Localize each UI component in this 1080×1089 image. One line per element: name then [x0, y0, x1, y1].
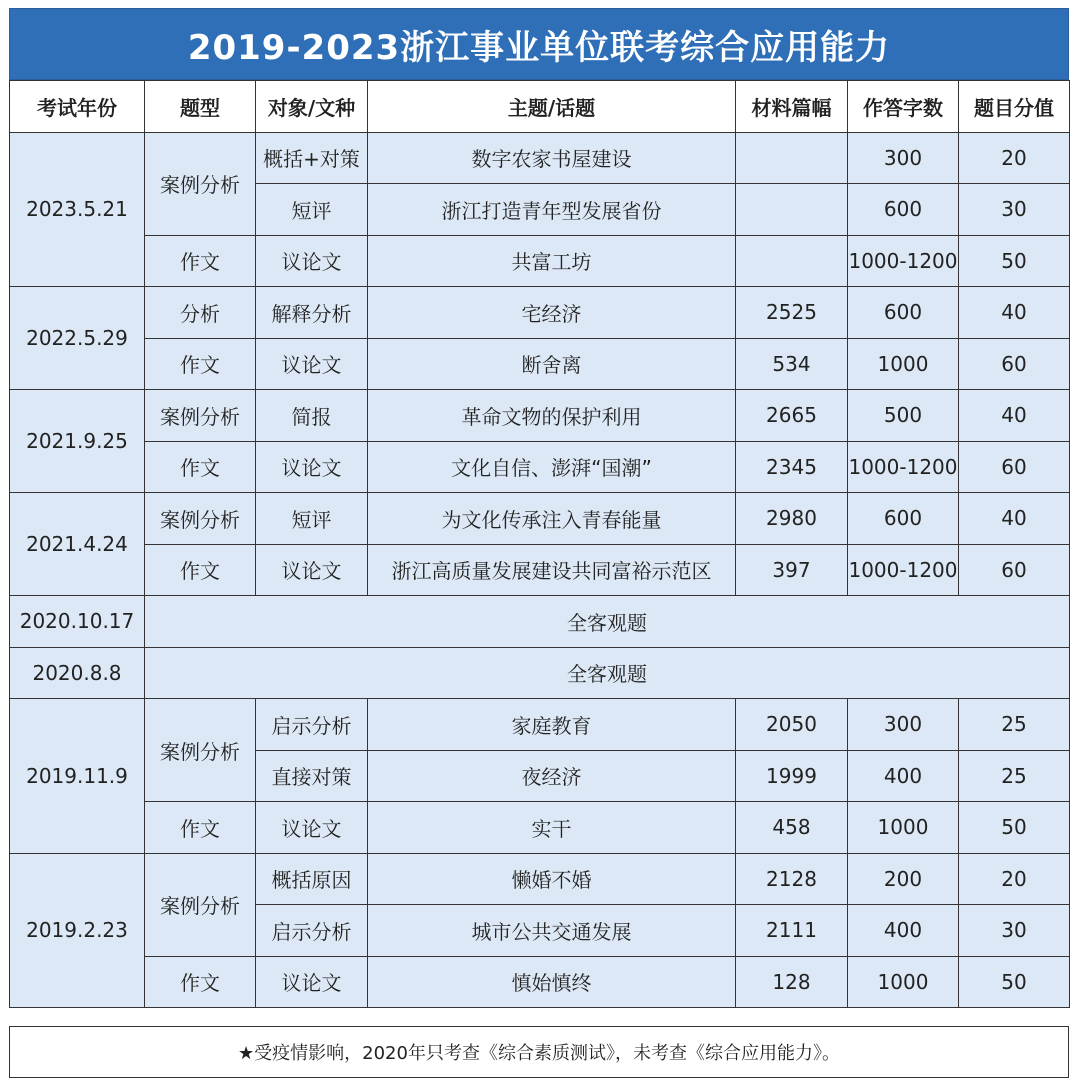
cell-genre: 议论文 — [256, 802, 368, 854]
header-year: 考试年份 — [10, 81, 145, 133]
exam-table-card — [9, 8, 1069, 1080]
cell-type: 作文 — [145, 441, 256, 493]
cell-words: 300 — [848, 699, 959, 751]
cell-topic: 为文化传承注入青春能量 — [368, 493, 736, 545]
cell-year: 2020.10.17 — [10, 596, 145, 648]
cell-genre: 议论文 — [256, 544, 368, 596]
cell-length: 2665 — [736, 390, 848, 442]
table-row — [10, 647, 1070, 699]
cell-score: 40 — [959, 390, 1070, 442]
cell-year: 2023.5.21 — [10, 132, 145, 287]
cell-topic: 共富工坊 — [368, 235, 736, 287]
cell-topic: 浙江打造青年型发展省份 — [368, 184, 736, 236]
header-topic: 主题/话题 — [368, 81, 736, 133]
cell-year: 2019.2.23 — [10, 853, 145, 1008]
cell-words: 300 — [848, 132, 959, 184]
cell-score: 30 — [959, 184, 1070, 236]
table-row — [10, 493, 1070, 545]
cell-score: 30 — [959, 905, 1070, 957]
cell-topic: 实干 — [368, 802, 736, 854]
cell-score: 40 — [959, 287, 1070, 339]
cell-length: 2128 — [736, 853, 848, 905]
table-row — [10, 132, 1070, 184]
cell-type: 作文 — [145, 235, 256, 287]
cell-length: 2050 — [736, 699, 848, 751]
cell-topic: 宅经济 — [368, 287, 736, 339]
header-type: 题型 — [145, 81, 256, 133]
header-row — [10, 81, 1070, 133]
cell-genre: 解释分析 — [256, 287, 368, 339]
cell-score: 60 — [959, 441, 1070, 493]
cell-genre: 议论文 — [256, 441, 368, 493]
cell-words: 600 — [848, 287, 959, 339]
cell-type: 作文 — [145, 802, 256, 854]
cell-genre: 启示分析 — [256, 905, 368, 957]
cell-score: 60 — [959, 338, 1070, 390]
exam-table — [9, 80, 1070, 1008]
cell-type: 案例分析 — [145, 853, 256, 956]
cell-genre: 启示分析 — [256, 699, 368, 751]
header-genre: 对象/文种 — [256, 81, 368, 133]
cell-year: 2021.9.25 — [10, 390, 145, 493]
table-row — [10, 338, 1070, 390]
cell-words: 1000 — [848, 802, 959, 854]
cell-words: 1000 — [848, 338, 959, 390]
cell-score: 50 — [959, 956, 1070, 1008]
cell-genre: 概括+对策 — [256, 132, 368, 184]
cell-score: 60 — [959, 544, 1070, 596]
cell-genre: 简报 — [256, 390, 368, 442]
table-row — [10, 441, 1070, 493]
cell-type: 作文 — [145, 544, 256, 596]
cell-genre: 议论文 — [256, 235, 368, 287]
cell-length: 458 — [736, 802, 848, 854]
table-row — [10, 699, 1070, 751]
cell-length — [736, 184, 848, 236]
cell-year: 2020.8.8 — [10, 647, 145, 699]
cell-year: 2019.11.9 — [10, 699, 145, 854]
header-score: 题目分值 — [959, 81, 1070, 133]
cell-length: 2525 — [736, 287, 848, 339]
cell-score: 50 — [959, 235, 1070, 287]
cell-genre: 议论文 — [256, 338, 368, 390]
cell-genre: 短评 — [256, 184, 368, 236]
cell-genre: 概括原因 — [256, 853, 368, 905]
cell-words: 1000 — [848, 956, 959, 1008]
cell-topic: 断舍离 — [368, 338, 736, 390]
cell-type: 作文 — [145, 338, 256, 390]
table-row — [10, 802, 1070, 854]
table-row — [10, 544, 1070, 596]
cell-year: 2022.5.29 — [10, 287, 145, 390]
cell-type: 案例分析 — [145, 132, 256, 235]
cell-type: 作文 — [145, 956, 256, 1008]
cell-score: 20 — [959, 853, 1070, 905]
cell-length: 534 — [736, 338, 848, 390]
table-row — [10, 596, 1070, 648]
cell-words: 1000-1200 — [848, 544, 959, 596]
table-row — [10, 390, 1070, 442]
cell-score: 25 — [959, 750, 1070, 802]
table-row — [10, 287, 1070, 339]
cell-score: 50 — [959, 802, 1070, 854]
cell-topic: 夜经济 — [368, 750, 736, 802]
cell-length: 128 — [736, 956, 848, 1008]
table-row — [10, 853, 1070, 905]
cell-words: 200 — [848, 853, 959, 905]
cell-year: 2021.4.24 — [10, 493, 145, 596]
table-row — [10, 956, 1070, 1008]
cell-topic: 城市公共交通发展 — [368, 905, 736, 957]
cell-topic: 文化自信、澎湃“国潮” — [368, 441, 736, 493]
table-row — [10, 235, 1070, 287]
cell-words: 1000-1200 — [848, 441, 959, 493]
header-words: 作答字数 — [848, 81, 959, 133]
cell-words: 600 — [848, 493, 959, 545]
cell-topic: 革命文物的保护利用 — [368, 390, 736, 442]
cell-length: 397 — [736, 544, 848, 596]
cell-length: 1999 — [736, 750, 848, 802]
cell-genre: 直接对策 — [256, 750, 368, 802]
cell-length: 2111 — [736, 905, 848, 957]
cell-merged-objective: 全客观题 — [145, 596, 1070, 648]
cell-topic: 数字农家书屋建设 — [368, 132, 736, 184]
cell-words: 600 — [848, 184, 959, 236]
cell-score: 20 — [959, 132, 1070, 184]
cell-type: 案例分析 — [145, 390, 256, 442]
cell-type: 案例分析 — [145, 699, 256, 802]
table-title: 2019-2023浙江事业单位联考综合应用能力 — [9, 8, 1069, 80]
cell-topic: 家庭教育 — [368, 699, 736, 751]
cell-genre: 短评 — [256, 493, 368, 545]
cell-length — [736, 235, 848, 287]
footnote: ★受疫情影响，2020年只考查《综合素质测试》，未考查《综合应用能力》。 — [9, 1026, 1069, 1078]
cell-words: 400 — [848, 750, 959, 802]
cell-score: 40 — [959, 493, 1070, 545]
cell-topic: 懒婚不婚 — [368, 853, 736, 905]
cell-length: 2980 — [736, 493, 848, 545]
cell-topic: 慎始慎终 — [368, 956, 736, 1008]
cell-merged-objective: 全客观题 — [145, 647, 1070, 699]
cell-words: 500 — [848, 390, 959, 442]
cell-type: 案例分析 — [145, 493, 256, 545]
cell-score: 25 — [959, 699, 1070, 751]
cell-words: 400 — [848, 905, 959, 957]
cell-type: 分析 — [145, 287, 256, 339]
header-length: 材料篇幅 — [736, 81, 848, 133]
cell-genre: 议论文 — [256, 956, 368, 1008]
cell-length: 2345 — [736, 441, 848, 493]
cell-length — [736, 132, 848, 184]
cell-topic: 浙江高质量发展建设共同富裕示范区 — [368, 544, 736, 596]
cell-words: 1000-1200 — [848, 235, 959, 287]
